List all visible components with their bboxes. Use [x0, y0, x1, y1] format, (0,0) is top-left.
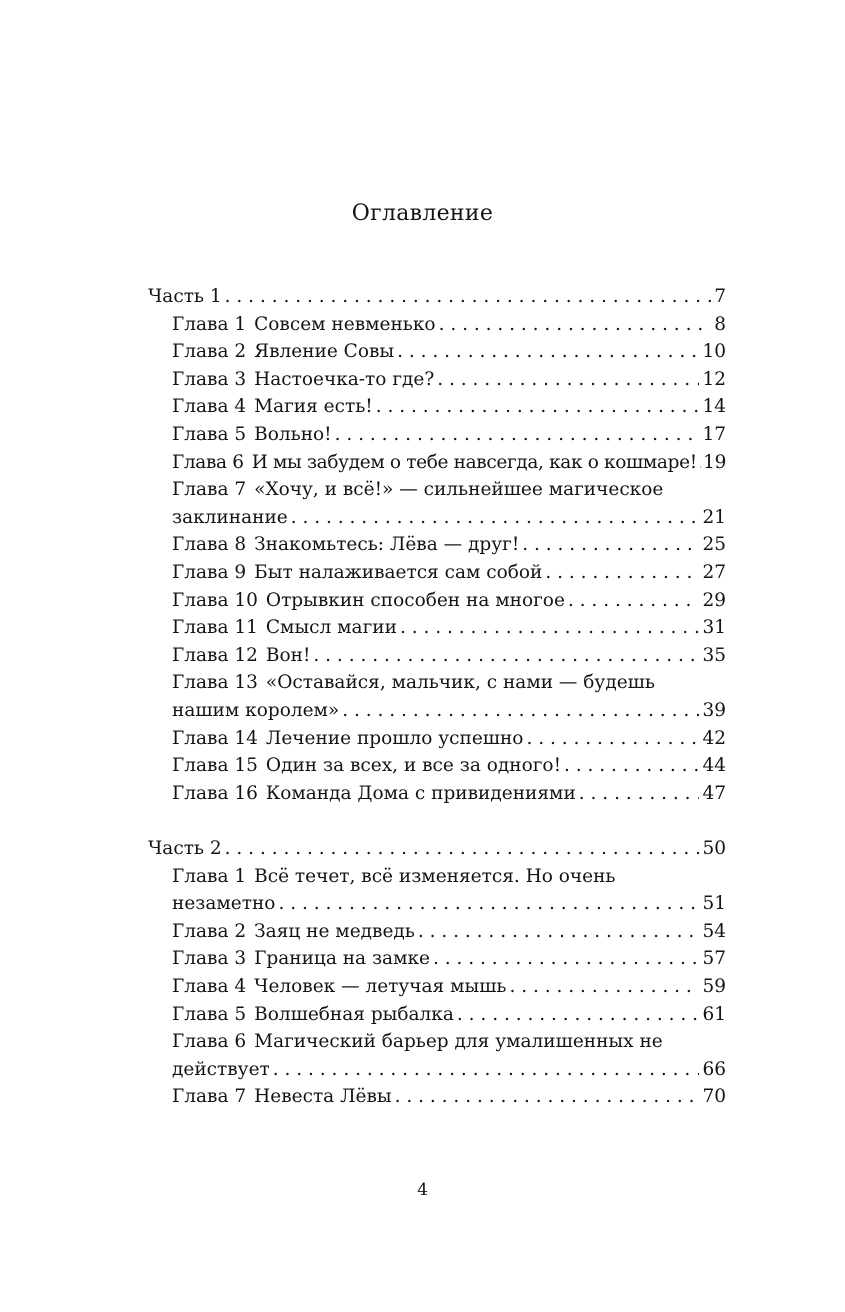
- chapter-title-continued: нашим королем»: [172, 699, 340, 721]
- page-number: 57: [702, 948, 726, 970]
- chapter-title: Команда Дома с привидениями: [265, 782, 576, 804]
- page-number: 8: [714, 313, 726, 335]
- page-number: 70: [702, 1086, 726, 1108]
- chapter-number: Глава 13: [172, 672, 258, 694]
- toc-entry[interactable]: [148, 642, 726, 670]
- page-number: 47: [702, 782, 726, 804]
- toc-part-heading[interactable]: [148, 283, 726, 311]
- chapter-title: И мы забудем о тебе навсегда, как о кошмаре!: [251, 451, 697, 473]
- page-number: 54: [702, 920, 726, 942]
- chapter-number: Глава 1: [172, 865, 247, 887]
- leader-dots: [335, 421, 700, 449]
- page-number: 14: [702, 396, 726, 418]
- toc-entry[interactable]: [148, 421, 726, 449]
- chapter-number: Глава 7: [172, 1086, 247, 1108]
- chapter-number: Глава 4: [172, 975, 247, 997]
- toc-entry[interactable]: [148, 1028, 726, 1083]
- toc-entry[interactable]: [148, 449, 726, 477]
- toc-entry[interactable]: [148, 973, 726, 1001]
- chapter-title: Вон!: [265, 644, 311, 666]
- leader-dots: [395, 1083, 700, 1111]
- toc-entry[interactable]: [148, 752, 726, 780]
- toc-entry[interactable]: [148, 311, 726, 339]
- chapter-number: Глава 2: [172, 920, 247, 942]
- leader-dots: [579, 780, 700, 808]
- toc-entry[interactable]: [148, 531, 726, 559]
- chapter-number: Глава 6: [172, 1031, 247, 1053]
- leader-dots: [418, 918, 700, 946]
- page-number: 50: [702, 838, 726, 859]
- page-number: 7: [714, 286, 726, 307]
- chapter-number: Глава 5: [172, 423, 247, 445]
- toc-entry[interactable]: [148, 918, 726, 946]
- chapter-title: Совсем невменько: [254, 313, 436, 335]
- toc-entry[interactable]: [148, 614, 726, 642]
- chapter-number: Глава 2: [172, 341, 247, 363]
- chapter-title: Вольно!: [254, 423, 332, 445]
- leader-dots: [291, 504, 700, 532]
- toc-entry[interactable]: [148, 669, 726, 724]
- chapter-title: Явление Совы: [254, 341, 395, 363]
- page-number: 19: [703, 451, 726, 473]
- toc-part-heading[interactable]: [148, 835, 726, 863]
- part-label: Часть 1: [148, 286, 222, 307]
- chapter-title: Смысл магии: [265, 617, 397, 639]
- toc-part-1: [148, 283, 726, 807]
- leader-dots: [568, 587, 700, 615]
- chapter-title: Граница на замке: [254, 948, 430, 970]
- toc-entry[interactable]: [148, 945, 726, 973]
- leader-dots: [400, 614, 700, 642]
- toc-entry[interactable]: [148, 338, 726, 366]
- page-number: 21: [702, 506, 726, 528]
- page-number: 29: [702, 589, 726, 611]
- toc-part-2: [148, 835, 726, 1111]
- chapter-title: Заяц не медведь: [254, 920, 415, 942]
- chapter-number: Глава 3: [172, 948, 247, 970]
- toc-entry[interactable]: [148, 725, 726, 753]
- leader-dots: [278, 890, 699, 918]
- page-number: 27: [702, 561, 726, 583]
- chapter-number: Глава 14: [172, 727, 258, 749]
- chapter-title: Магия есть!: [254, 396, 373, 418]
- page-number: 42: [702, 727, 726, 749]
- page-number: 66: [702, 1058, 726, 1080]
- chapter-title-continued: заклинание: [172, 506, 288, 528]
- page-number: 61: [702, 1003, 726, 1025]
- chapter-title: «Оставайся, мальчик, с нами — будешь: [265, 672, 655, 694]
- page-number: 25: [702, 534, 726, 556]
- chapter-title: Знакомьтесь: Лёва — друг!: [254, 534, 520, 556]
- toc-entry[interactable]: [148, 476, 726, 531]
- chapter-title: Магический барьер для умалишенных не: [254, 1031, 663, 1053]
- toc-entry[interactable]: [148, 1001, 726, 1029]
- leader-dots: [433, 945, 699, 973]
- page-number: 35: [702, 644, 726, 666]
- chapter-number: Глава 3: [172, 368, 247, 390]
- page-folio: 4: [417, 1180, 428, 1200]
- chapter-number: Глава 7: [172, 479, 247, 501]
- page-number: 44: [702, 755, 726, 777]
- leader-dots: [437, 366, 699, 394]
- chapter-title: Человек — летучая мышь: [254, 975, 507, 997]
- leader-dots: [225, 835, 700, 863]
- leader-dots: [225, 283, 712, 311]
- chapter-title: Один за всех, и все за одного!: [265, 755, 562, 777]
- chapter-title: «Хочу, и всё!» — сильнейшее магическое: [254, 479, 664, 501]
- leader-dots: [273, 1056, 700, 1084]
- leader-dots: [342, 697, 699, 725]
- toc-entry[interactable]: [148, 393, 726, 421]
- part-label: Часть 2: [148, 838, 222, 859]
- leader-dots: [522, 531, 699, 559]
- page-number: 10: [702, 341, 726, 363]
- leader-dots: [564, 752, 699, 780]
- leader-dots: [439, 311, 712, 339]
- toc-entry[interactable]: [148, 559, 726, 587]
- chapter-title-continued: незаметно: [172, 893, 276, 915]
- chapter-number: Глава 15: [172, 755, 258, 777]
- chapter-number: Глава 10: [172, 589, 258, 611]
- chapter-title: Отрывкин способен на многое: [265, 589, 565, 611]
- chapter-title: Невеста Лёвы: [254, 1086, 392, 1108]
- chapter-title: Всё течет, всё изменяется. Но очень: [254, 865, 616, 887]
- toc-entry[interactable]: [148, 780, 726, 808]
- leader-dots: [457, 1001, 700, 1029]
- leader-dots: [376, 393, 700, 421]
- page-number: 12: [702, 368, 726, 390]
- chapter-number: Глава 16: [172, 782, 258, 804]
- chapter-number: Глава 4: [172, 396, 247, 418]
- chapter-number: Глава 12: [172, 644, 258, 666]
- leader-dots: [699, 449, 701, 477]
- leader-dots: [526, 725, 699, 753]
- leader-dots: [509, 973, 699, 1001]
- toc-entry[interactable]: [148, 863, 726, 918]
- chapter-number: Глава 8: [172, 534, 247, 556]
- leader-dots: [313, 642, 699, 670]
- chapter-title: Лечение прошло успешно: [265, 727, 524, 749]
- page-number: 17: [702, 423, 726, 445]
- chapter-title: Быт налаживается сам собой: [254, 561, 543, 583]
- leader-dots: [545, 559, 699, 587]
- chapter-number: Глава 6: [172, 451, 244, 473]
- chapter-number: Глава 5: [172, 1003, 247, 1025]
- page-number: 39: [702, 699, 726, 721]
- toc-entry[interactable]: [148, 1083, 726, 1111]
- page-number: 51: [702, 893, 726, 915]
- leader-dots: [397, 338, 699, 366]
- page-number: 31: [702, 617, 726, 639]
- toc-entry[interactable]: [148, 587, 726, 615]
- chapter-title: Настоечка-то где?: [254, 368, 435, 390]
- chapter-number: Глава 11: [172, 617, 258, 639]
- chapter-number: Глава 9: [172, 561, 247, 583]
- page-number: 59: [702, 975, 726, 997]
- chapter-number: Глава 1: [172, 313, 247, 335]
- chapter-title: Волшебная рыбалка: [254, 1003, 454, 1025]
- chapter-title-continued: действует: [172, 1058, 270, 1080]
- page-title: Оглавление: [351, 201, 494, 226]
- toc-entry[interactable]: [148, 366, 726, 394]
